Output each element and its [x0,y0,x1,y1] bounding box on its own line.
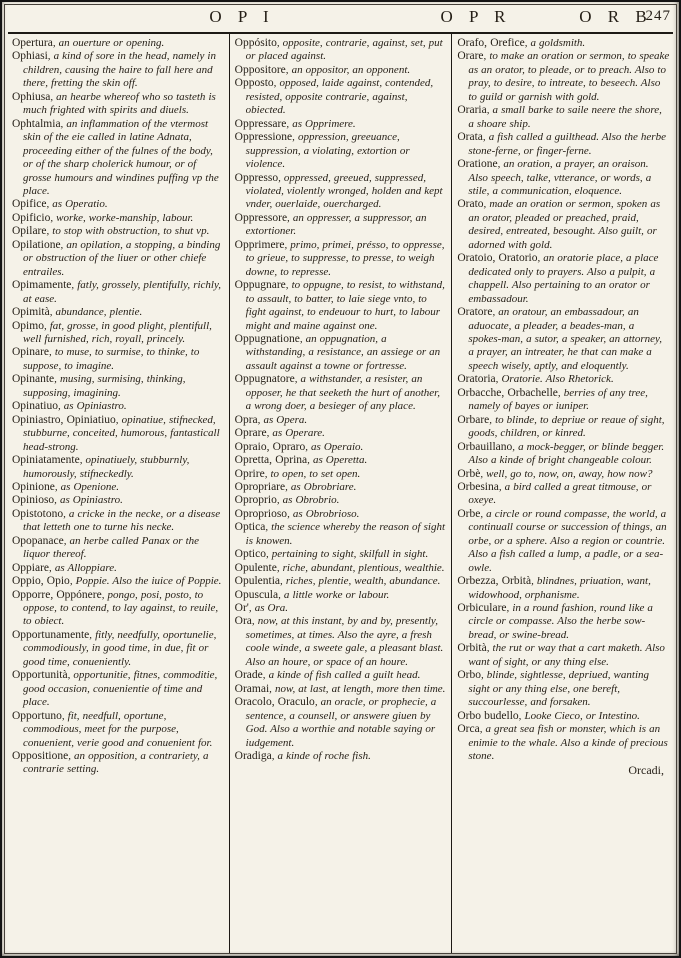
entry-headword: Opropriare [234,480,286,493]
entry-headword: Opraio, Opraro [234,440,306,453]
entry-definition: , the science whereby the reason of sight is knowen. [245,521,446,547]
dictionary-entry [12,710,225,750]
entry-definition: , an oration, a prayer, an oraison. Also speech, talke, vtterance, or words, a stile, a communication, eloquence. [468,158,652,197]
entry-headword: Opuscula [234,588,279,601]
entry-definition: , riches, plentie, wealth, abundance. [280,575,441,588]
entry-headword: Oppugnatore [234,373,295,386]
entry-headword: Opificio [12,211,51,224]
entry-definition: , a fish called a guilthead. Also the herbe stone-ferne, or finger-ferne. [468,131,666,157]
dictionary-entry [12,562,225,575]
entry-headword: Opinante [12,373,55,386]
dictionary-entry [235,750,448,763]
dictionary-entry [457,669,670,709]
dictionary-entry [457,441,670,468]
dictionary-entry [457,104,670,131]
dictionary-entry [235,77,448,117]
entry-headword: Opinione [12,480,55,493]
entry-headword: Oppugnare [234,279,286,292]
entry-headword: Orata [457,131,483,144]
catchword: Orcadi, [628,763,665,778]
entry-headword: Orbo [457,669,481,682]
dictionary-entry [457,481,670,508]
entry-headword: Ora [234,615,252,628]
entry-definition: , now, at last, at length, more then time. [269,682,446,695]
entry-headword: Opporre, Oppónere [12,588,102,601]
dictionary-entry [235,468,448,481]
dictionary-entry [235,508,448,521]
entry-definition: , a mock-begger, or blinde begger. Also a kinde of bright changeable colour. [468,440,665,467]
entry-headword: Oppósito [234,37,277,49]
entry-definition: , oppressed, greeued, suppressed, violated, violently wronged, holden and kept vnder, ouerlaide, ouercharged. [245,171,443,211]
entry-headword: Oratoria [457,373,496,386]
dictionary-entry [457,414,670,441]
dictionary-entry [12,400,225,413]
dictionary-entry [235,427,448,440]
entry-definition: , as Opiniastro. [58,400,127,413]
entry-headword: Orbesina [457,480,499,493]
entry-definition: , as Opprimere. [286,117,356,130]
entry-headword: Optico [234,548,266,561]
entry-headword: Oppressare [234,117,287,130]
entry-headword: Orbo budello [457,709,519,722]
entry-headword: Opra [234,413,258,426]
entry-headword: Oprire [234,467,265,480]
entry-definition: , fat, grosse, in good plight, plentifull, well furnished, rich, royall, princely. [23,319,212,345]
dictionary-entry [235,333,448,373]
entry-definition: , Oratorie. Also Rhetorick. [495,373,614,386]
entry-headword: Opretta, Oprina [234,454,308,467]
entry-definition: , blinde, sightlesse, depriued, wanting sight or any thing else, one bereft, succourlesse, and forsaken. [468,669,650,709]
dictionary-entry [457,387,670,414]
entry-definition: , fatly, grossely, plentifully, richly, at ease. [23,279,221,305]
entry-definition: , a kind of sore in the head, namely in children, causing the haire to fall here and there, fretting the skin off. [23,50,216,90]
entry-definition: , blindnes, priuation, want, widowhood, orphanisme. [468,575,651,601]
entry-definition: , as Opiniastro. [54,494,123,507]
entry-headword: Opilatione [12,238,61,251]
dictionary-column-3 [451,34,674,954]
entry-headword: Oppiare [12,561,50,574]
entry-definition: , as Alloppiare. [49,561,117,574]
entry-definition: , as Obrobriare. [285,480,357,493]
dictionary-entry [12,750,225,777]
entry-definition: , as Operetta. [307,454,368,467]
dictionary-entry [235,575,448,588]
dictionary-entry [12,346,225,373]
dictionary-entry [235,589,448,602]
entry-definition: , as Obrobrio. [276,494,340,507]
entry-headword: Oppositione [12,750,69,763]
entry-headword: Oppressore [234,211,288,224]
dictionary-entry [12,91,225,118]
entry-definition: , as Obrobrioso. [287,507,360,520]
entry-headword: Opiniatamente [12,454,80,467]
entry-headword: Opportunità [12,669,68,682]
dictionary-entry [235,494,448,507]
entry-headword: Opimamente [12,279,72,292]
entry-headword: Oracolo, Oraculo [234,696,315,709]
entry-headword: Opinare [12,346,50,359]
entry-headword: Opifice [12,198,47,211]
dictionary-entry [457,306,670,373]
dictionary-entry [12,373,225,400]
dictionary-column-1 [7,34,229,954]
entry-definition: , as Ora. [248,602,288,615]
dictionary-entry [12,239,225,279]
dictionary-entry [235,118,448,131]
entry-headword: Opertura [12,37,53,49]
entry-definition: , an opilation, a stopping, a binding or obstruction of the liuer or other chiefe entrailes. [23,238,221,278]
entry-headword: Opprimere [234,238,285,251]
entry-definition: , a goldsmith. [524,37,586,49]
entry-definition: , primo, primei, présso, to oppresse, to grieue, to suppresse, to presse, to weigh downe, to represse. [245,238,445,278]
dictionary-entry [235,548,448,561]
entry-headword: Orbauillano [457,440,513,453]
dictionary-entry [12,454,225,481]
entry-headword: Oproprio [234,494,277,507]
entry-headword: Opposto [234,77,274,90]
entry-headword: Oppresso [234,171,279,184]
entry-headword: Opportunamente [12,628,90,641]
dictionary-entry [457,131,670,158]
dictionary-entry [235,615,448,669]
dictionary-entry [12,37,225,50]
entry-headword: Oproprioso [234,507,288,520]
running-head-orb: O R B [579,7,653,26]
entry-definition: , well, go to, now, on, away, how now? [480,467,653,480]
dictionary-entry [12,118,225,199]
dictionary-entry [12,669,225,709]
entry-definition: , to muse, to surmise, to thinke, to suppose, to imagine. [23,346,200,372]
entry-definition: , an opposition, a contrariety, a contrarie setting. [23,750,209,776]
dictionary-entry [235,212,448,239]
entry-headword: Oraria [457,104,487,117]
dictionary-entry [235,64,448,77]
dictionary-entry [235,441,448,454]
entry-headword: Ophiusa [12,90,51,103]
entry-headword: Opimo [12,319,44,332]
dictionary-entry [12,320,225,347]
entry-definition: , a circle or round compasse, the world, a continuall course or succession of things, an orbe, or a sphere. Also a region or countrie. Also a fish called a lump, a padle, or a sea-owle. [468,507,667,574]
entry-definition: , opposite, contrarie, against, set, put or placed against. [245,37,443,63]
entry-definition: , worke, worke-manship, labour. [50,211,194,224]
entry-definition: , berries of any tree, namely of bayes or iuniper. [468,386,648,413]
entry-headword: Oratione [457,158,498,171]
entry-headword: Optica [234,521,266,534]
entry-headword: Opportuno [12,709,62,722]
entry-definition: , as Operare. [266,427,325,440]
entry-definition: , to make an oration or sermon, to speake as an orator, to pleade, or to preach. Also to pray, to desire, to intreate, to beseech. Also to guild or garnish with gold. [468,50,670,103]
entry-definition: , an herbe called Panax or the liquor thereof. [23,534,200,561]
entry-headword: Opistotono [12,507,64,520]
entry-headword: Oradiga [234,750,272,763]
dictionary-entry [457,642,670,669]
dictionary-entry [457,198,670,252]
entry-headword: Oratoio, Oratorio [457,252,538,265]
dictionary-entry [235,696,448,750]
entry-definition: , to oppugne, to resist, to withstand, to assault, to batter, to laie siege vnto, to fight against, to endeuour to hurt, to labour might and maine against one. [245,279,445,332]
dictionary-entry [235,562,448,575]
entry-definition: , a small barke to saile neere the shore, a shoare ship. [468,104,662,130]
entry-definition: , as Operaio. [305,440,364,453]
dictionary-entry [12,279,225,306]
entry-headword: Oppositore [234,63,286,76]
dictionary-entry [457,575,670,602]
dictionary-entry [457,158,670,198]
entry-definition: , as Opera. [257,413,308,426]
entry-definition: , an oratour, an embassadour, an aduocate, a pleader, a beades-man, a spokes-man, a sutor, a speaker, an attorney, a prayer, an intreater, he that can make a speech wisely, aptly, and eloquently. [468,306,663,372]
running-head-opr: O P R [440,7,512,26]
entry-headword: Orbità [457,642,487,655]
entry-definition: , riche, abundant, plentious, wealthie. [276,561,445,574]
entry-headword: Ophtalmia [12,117,61,130]
entry-headword: Opimità [12,306,50,319]
entry-definition: , an oppositor, an opponent. [285,63,411,76]
entry-definition: , made an oration or sermon, spoken as an orator, pleaded or preached, praid, desired, entreated, besought. Also guilt, or adorned with gold. [468,198,661,251]
entry-definition: , an oppresser, a suppressor, an extortioner. [245,211,427,238]
entry-definition: , opportunitie, fitnes, commoditie, good occasion, conuenientie of time and place. [23,669,218,709]
entry-definition: , an oratorie place, a place dedicated only to prayers. Also a pulpit, a chappell. Also pertaining to an orator or embassadour. [468,252,659,305]
entry-headword: Opilare [12,225,47,238]
dictionary-entry [12,212,225,225]
dictionary-entry [457,37,670,50]
dictionary-entry [235,279,448,333]
entry-definition: , musing, surmising, thinking, supposing, imagining. [23,373,186,399]
entry-headword: Opulentia [234,575,281,588]
entry-headword: Oprare [234,427,267,440]
entry-headword: Orbe [457,507,481,520]
entry-headword: Orbè [457,467,481,480]
entry-definition: , the rut or way that a cart maketh. Also want of sight, or any thing else. [468,642,665,668]
dictionary-entry [457,468,670,481]
entry-headword: Orbare [457,413,490,426]
entry-definition: , to open, to set open. [264,467,361,480]
entry-headword: Oppressione [234,131,293,144]
dictionary-entry [235,414,448,427]
entry-headword: Oppio, Opio [12,575,70,588]
entry-headword: Orare [457,50,484,63]
entry-definition: , Looke Cieco, or Intestino. [518,709,640,722]
page-number: 247 [645,8,671,24]
entry-headword: Opiniastro, Opiniatiuo [12,413,116,426]
dictionary-entry [235,172,448,212]
entry-definition: , an ouerture or opening. [52,37,165,49]
entry-headword: Oratore [457,306,493,319]
dictionary-entry [457,723,670,763]
entry-definition: , a great sea fish or monster, which is an enimie to the whale. Also a kinde of precious stone. [468,723,668,763]
entry-definition: , an hearbe whereof who so tasteth is much frighted with spirits and diuels. [23,90,216,117]
entry-headword: Orbiculare [457,602,507,615]
dictionary-entry [235,521,448,548]
entry-definition: , opinatiuely, stubburnly, humorously, stifneckedly. [23,454,190,480]
dictionary-entry [235,481,448,494]
dictionary-entry [12,225,225,238]
dictionary-entry [235,37,448,64]
entry-definition: , opposed, laide against, contended, resisted, opposite contrarie, against, obiected. [245,77,434,117]
dictionary-entry [235,669,448,682]
dictionary-entry [457,602,670,642]
dictionary-entry [12,494,225,507]
dictionary-entry [457,710,670,723]
running-head-opi: O P I [209,7,275,26]
dictionary-entry [12,414,225,454]
entry-definition: , a cricke in the necke, or a disease that letteth one to turne his necke. [23,507,221,534]
entry-definition: , a bird called a great titmouse, or oxeye. [468,480,652,507]
entry-definition: , an inflammation of the vtermost skin of the eie called in latine Adnata, proceeding either of the fulnes of the body, or of the sharp cholerick humour, or of grosse humours and windines puffing vp the place. [23,117,219,197]
entry-definition: , a kinde of fish called a guilt head. [262,669,421,682]
dictionary-entry [12,50,225,90]
dictionary-entry [12,198,225,211]
entry-headword: Opopanace [12,534,64,547]
entry-definition: , a kinde of roche fish. [271,750,371,763]
entry-headword: Orbacche, Orbachelle [457,386,558,399]
entry-headword: Orca [457,723,480,736]
entry-definition: , to blinde, to depriue or reaue of sight, goods, children, or kinred. [468,413,665,440]
entry-headword: Ophiasi [12,50,48,63]
entry-headword: Oppugnatione [234,332,300,345]
entry-definition: , to stop with obstruction, to shut vp. [46,225,210,238]
entry-headword: Oramai [234,682,270,695]
entry-definition: , now, at this instant, by and by, presently, sometimes, at times. Also the ayre, a fresh coole winde, a sweete gale, a pleasant blast. Also an houre, or space of an houre. [245,615,444,668]
dictionary-entry [12,535,225,562]
entry-definition: , a withstander, a resister, an opposer, he that seeketh the hurt of another, a wrong doer, a besieger of any place. [245,373,440,413]
entry-headword: Opinatiuo [12,400,58,413]
entry-definition: , oppression, greeuance, suppression, a violating, extortion or violence. [245,131,410,171]
entry-definition: , as Operatio. [46,198,108,211]
entry-definition: , a little worke or labour. [278,588,390,601]
dictionary-entry [457,252,670,306]
entry-headword: Orato [457,198,484,211]
dictionary-entry [235,454,448,467]
entry-definition: , opinatiue, stifnecked, stubburne, conceited, humorous, fantasticall head-strong. [23,413,220,453]
entry-headword: Opinioso [12,494,55,507]
dictionary-entry [12,629,225,669]
entry-definition: , as Openione. [54,480,119,493]
dictionary-entry [12,481,225,494]
dictionary-entry [457,508,670,575]
entry-definition: , fit, needfull, oportune, commodious, meet for the purpose, conuenient, verie good and conuenient for. [23,709,213,749]
entry-headword: Opulente [234,561,277,574]
dictionary-entry [12,575,225,588]
page-header [8,6,673,34]
entry-definition: , fitly, needfully, oportunelie, commodiously, in good time, in due, fit or good time, conueniently. [23,628,217,668]
entry-definition: , in a round fashion, round like a circle or compasse. Also the herbe sow-bread, or swine-bread. [468,602,653,641]
entry-headword: Orbezza, Orbità [457,575,532,588]
entry-definition: , pongo, posi, posto, to oppose, to contend, to lay against, to reuile, to obiect. [23,588,219,628]
entry-headword: Orade [234,669,263,682]
dictionary-entry [235,683,448,696]
entry-headword: Or' [234,602,249,615]
entry-definition: , Poppie. Also the iuice of Poppie. [69,575,222,588]
dictionary-entry [235,373,448,413]
text-columns [7,34,674,954]
dictionary-entry [457,50,670,104]
dictionary-entry [235,239,448,279]
entry-definition: , an oracle, or prophecie, a sentence, a counsell, or answere giuen by God. Also a worthie and notable saying or iudgement. [245,696,437,749]
dictionary-entry [12,306,225,319]
dictionary-entry [235,131,448,171]
dictionary-entry [235,602,448,615]
entry-headword: Orafo, Orefice [457,37,525,49]
dictionary-entry [12,508,225,535]
dictionary-column-2 [229,34,452,954]
dictionary-entry [457,373,670,386]
entry-definition: , abundance, plentie. [49,306,143,319]
entry-definition: , pertaining to sight, skilfull in sight. [265,548,429,561]
dictionary-entry [12,589,225,629]
entry-definition: , an oppugnation, a withstanding, a resistance, an assiege or an assault against a towne or fortresse. [245,332,441,372]
